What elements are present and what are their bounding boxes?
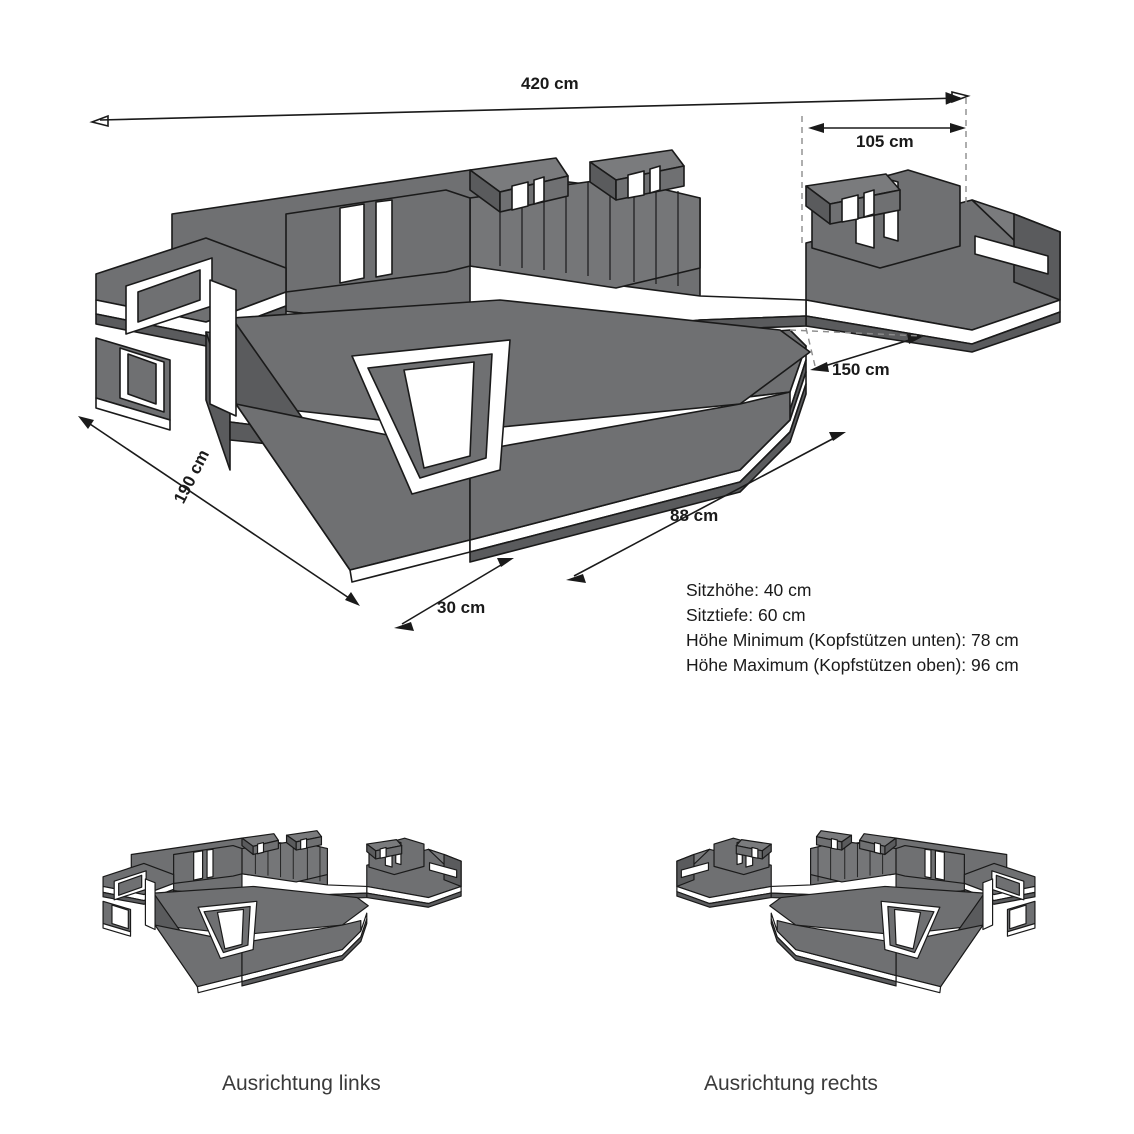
- dim-right-arm: 105 cm: [856, 132, 914, 151]
- spec-height-max: Höhe Maximum (Kopfstützen oben): 96 cm: [686, 655, 1019, 675]
- dim-left-depth: 190 cm: [170, 446, 214, 507]
- dim-right-depth: 150 cm: [832, 360, 890, 379]
- spec-height-min: Höhe Minimum (Kopfstützen unten): 78 cm: [686, 630, 1019, 650]
- spec-seat-height: Sitzhöhe: 40 cm: [686, 580, 812, 600]
- variant-right-illustration: [600, 775, 1120, 1035]
- variant-left-illustration: [18, 775, 538, 1035]
- caption-variant-right: Ausrichtung rechts: [704, 1072, 878, 1095]
- dim-chaise-depth: 88 cm: [670, 506, 719, 525]
- dim-total-width: 420 cm: [521, 74, 579, 93]
- spec-list: [686, 578, 1019, 678]
- dim-front-edge: 30 cm: [437, 598, 486, 617]
- caption-variant-left: Ausrichtung links: [222, 1072, 381, 1095]
- spec-seat-depth: Sitztiefe: 60 cm: [686, 605, 806, 625]
